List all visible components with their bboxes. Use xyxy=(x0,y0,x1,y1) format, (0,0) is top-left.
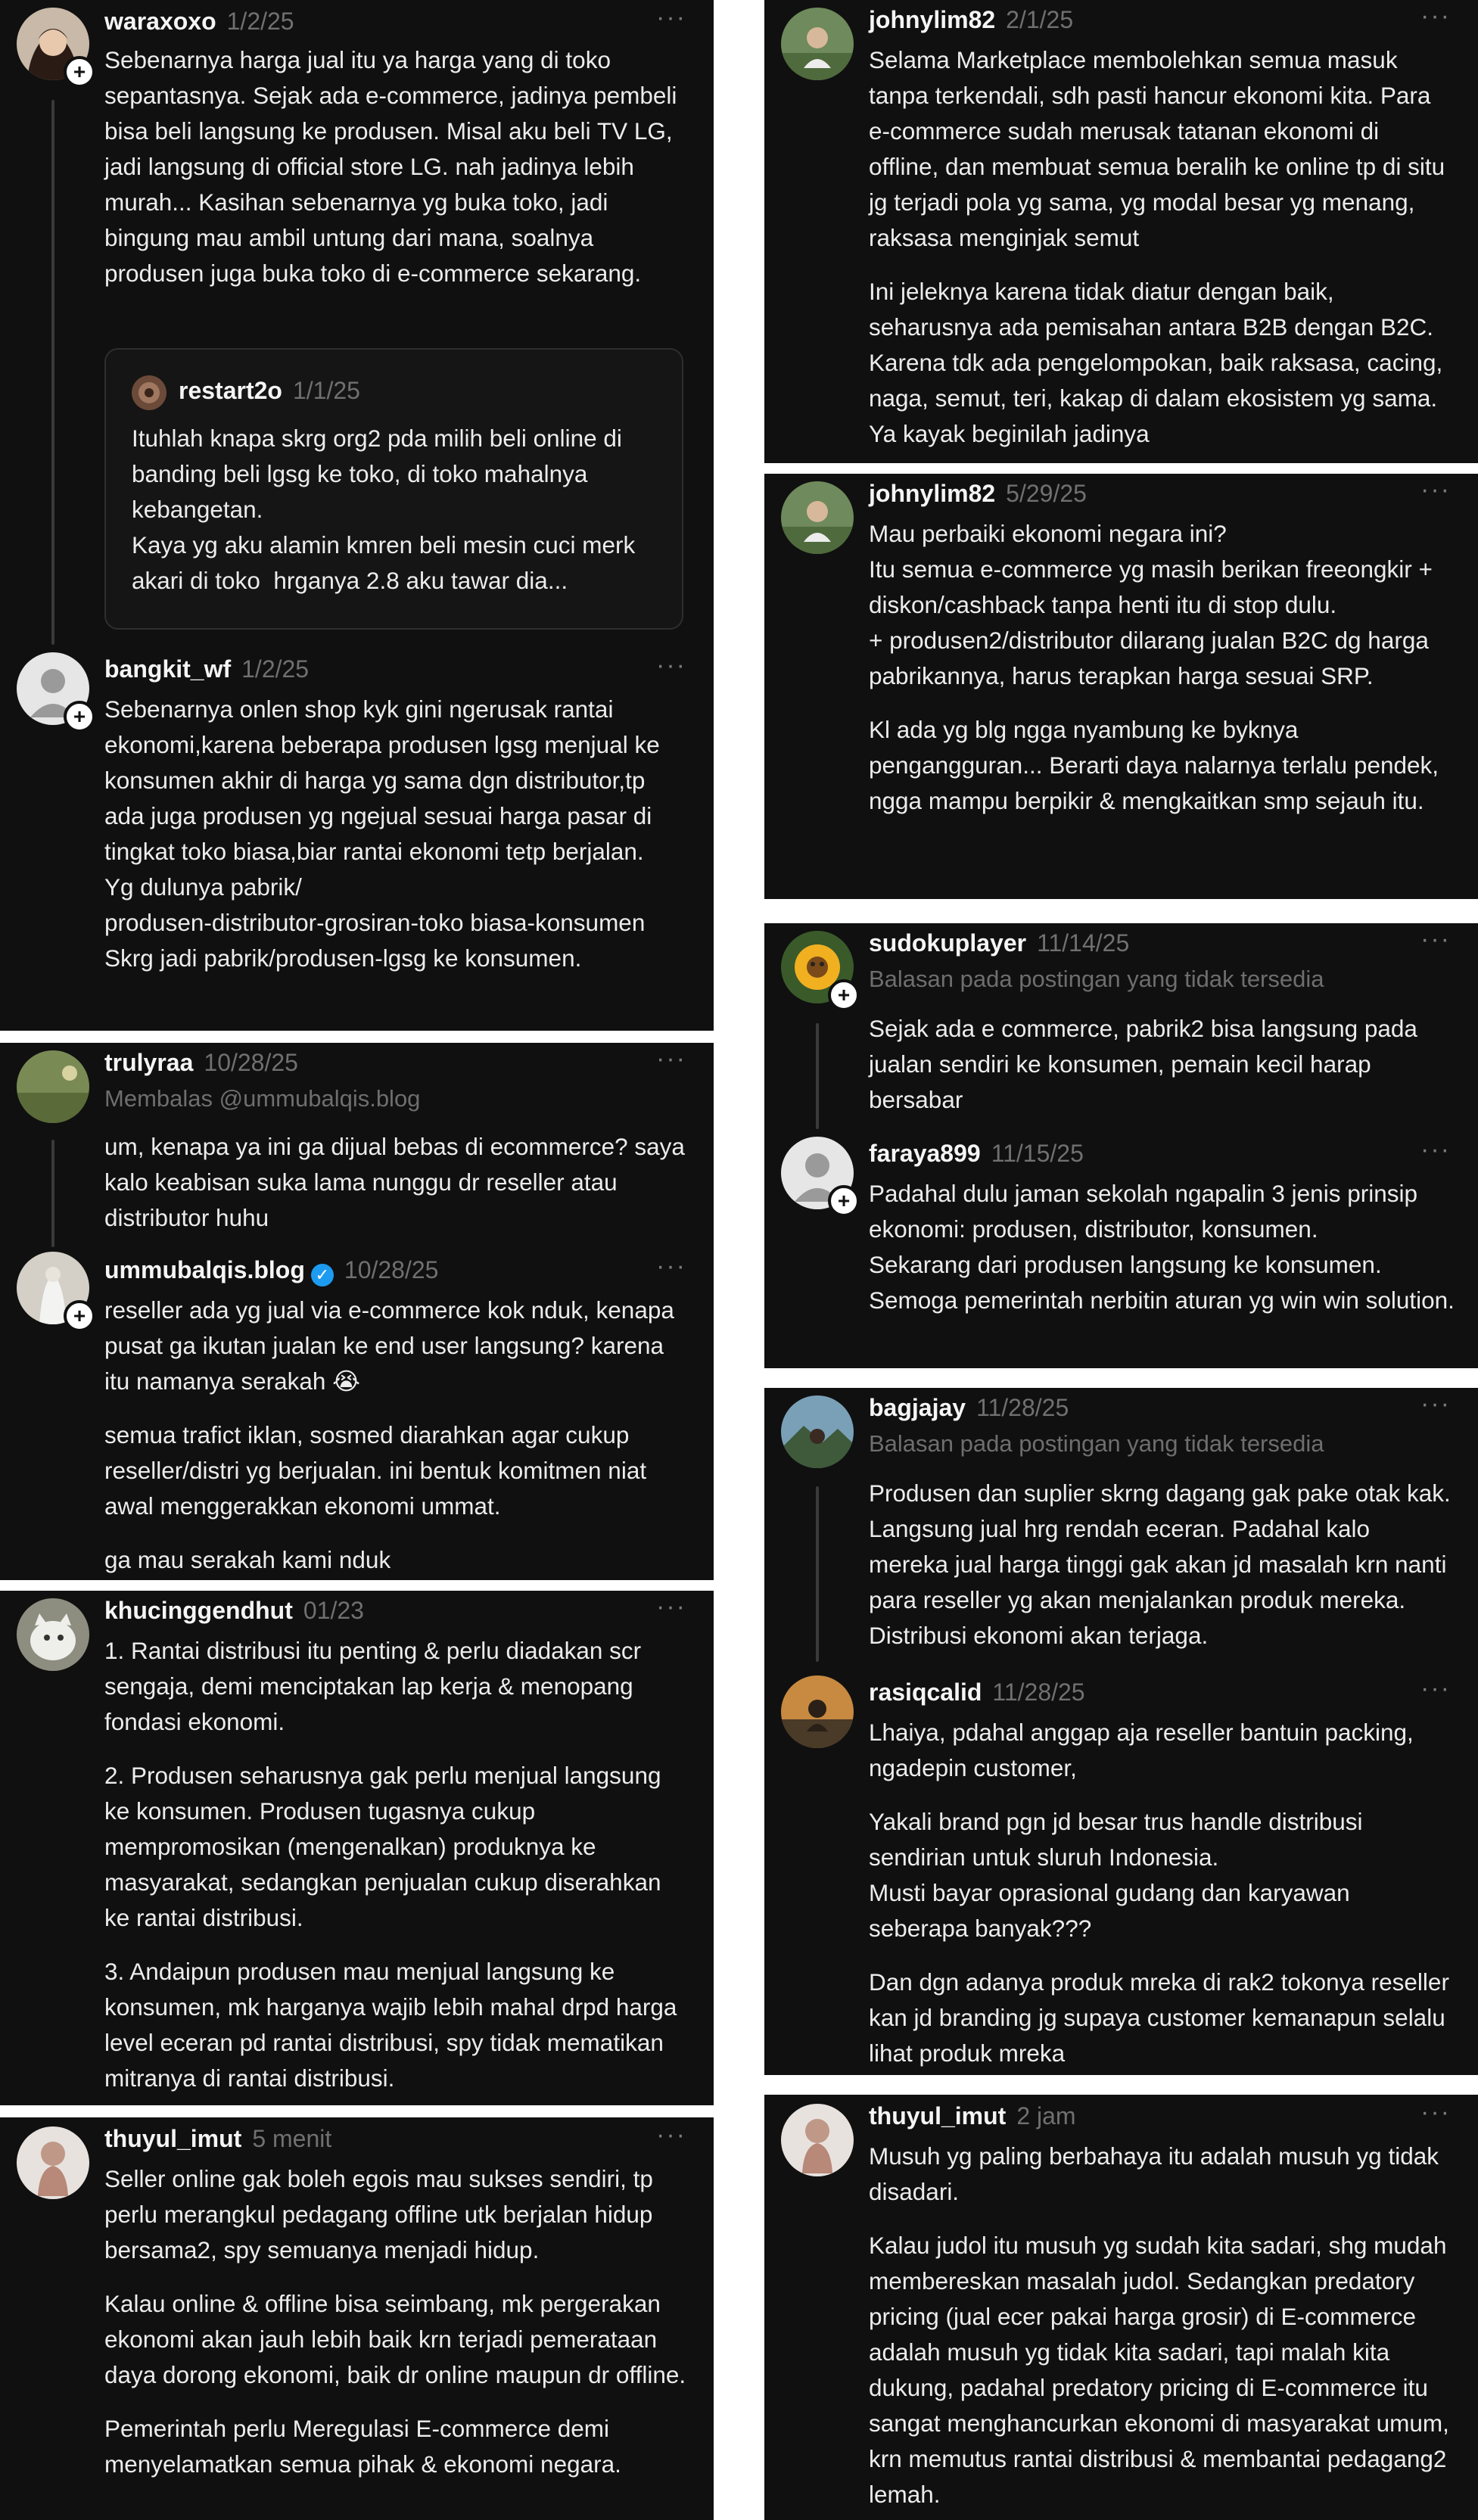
post-paragraph: Sebenarnya onlen shop kyk gini ngerusak rantai ekonomi,karena beberapa produsen lgsg menjual ke konsumen akhir di harga yg sama dgn distributor,tp ada juga produsen yg ngejual sesuai harga pasar di tingkat toko biasa,biar rantai ekonomi tetp berjalan. Yg dulunya pabrik/ produsen-distributor-grosiran-toko biasa-konsumen Skrg jadi pabrik/produsen-lgsg ke konsumen. xyxy=(104,695,660,972)
post-header xyxy=(869,925,1463,963)
post-paragraph: Musuh yg paling berbahaya itu adalah musuh yg tidak disadari. xyxy=(869,2142,1445,2205)
thread-post[interactable] xyxy=(0,652,714,1031)
thread-post[interactable] xyxy=(764,1137,1478,1368)
post-text xyxy=(104,2161,691,2482)
post-text xyxy=(869,516,1455,819)
more-options-icon[interactable]: ··· xyxy=(1420,925,1451,954)
thread-post[interactable] xyxy=(764,1675,1478,2075)
post-paragraph: 1. Rantai distribusi itu penting & perlu diadakan scr sengaja, demi menciptakan lap kerja & menopang fondasi ekonomi. xyxy=(104,1637,648,1735)
thread-card-7 xyxy=(764,923,1478,1368)
follow-plus-icon[interactable]: + xyxy=(64,1300,95,1332)
post-header xyxy=(869,2098,1463,2136)
quote-timestamp: 1/1/25 xyxy=(292,377,360,404)
more-options-icon[interactable]: ··· xyxy=(656,1252,686,1280)
more-options-icon[interactable]: ··· xyxy=(1420,2,1451,30)
post-text xyxy=(869,2139,1455,2512)
post-paragraph: reseller ada yg jual via e-commerce kok nduk, kenapa pusat ga ikutan jualan ke end user langsung? karena itu namanya serakah 😭 xyxy=(104,1296,681,1395)
avatar[interactable] xyxy=(781,481,854,554)
follow-plus-icon[interactable]: + xyxy=(64,701,95,733)
avatar[interactable] xyxy=(17,2126,89,2199)
username[interactable]: johnylim82 xyxy=(869,6,996,33)
post-paragraph: Lhaiya, pdahal anggap aja reseller bantuin packing, ngadepin customer, xyxy=(869,1719,1420,1781)
timestamp[interactable]: 2/1/25 xyxy=(1006,6,1074,33)
quote-text xyxy=(132,421,661,599)
post-text xyxy=(869,42,1455,452)
post-header xyxy=(104,1044,699,1082)
avatar[interactable] xyxy=(781,2104,854,2176)
more-options-icon[interactable]: ··· xyxy=(656,2120,686,2149)
thread-post[interactable] xyxy=(764,474,1478,899)
quoted-post[interactable] xyxy=(104,348,683,630)
username[interactable]: faraya899 xyxy=(869,1140,981,1167)
post-text xyxy=(869,1011,1455,1118)
timestamp[interactable]: 10/28/25 xyxy=(344,1256,439,1283)
more-options-icon[interactable]: ··· xyxy=(656,3,686,32)
thread-post[interactable] xyxy=(0,2117,714,2520)
post-header xyxy=(869,1674,1463,1712)
post-paragraph: 3. Andaipun produsen mau menjual langsung ke konsumen, mk harganya wajib lebih mahal drpd harga level eceran pd rantai distribusi, spy tidak mematikan mitranya di rantai distribusi. xyxy=(104,1958,684,2092)
reply-note[interactable]: Membalas @ummubalqis.blog xyxy=(104,1085,421,1112)
thread-card-6 xyxy=(764,474,1478,899)
thread-post[interactable] xyxy=(764,923,1478,1134)
avatar[interactable] xyxy=(781,8,854,80)
post-header xyxy=(104,2120,699,2158)
post-paragraph: semua trafict iklan, sosmed diarahkan agar cukup reseller/distri yg berjualan. ini bentuk komitmen niat awal menggerakkan ekonomi ummat. xyxy=(104,1421,653,1520)
more-options-icon[interactable]: ··· xyxy=(1420,475,1451,504)
thread-post[interactable] xyxy=(0,0,714,651)
timestamp[interactable]: 5/29/25 xyxy=(1006,480,1087,507)
thread-connector xyxy=(816,1023,819,1129)
thread-post[interactable] xyxy=(0,1043,714,1249)
quote-header xyxy=(179,377,360,405)
thread-connector xyxy=(51,100,54,645)
post-paragraph: um, kenapa ya ini ga dijual bebas di ecommerce? saya kalo keabisan suka lama nunggu dr reseller atau distributor huhu xyxy=(104,1133,692,1231)
more-options-icon[interactable]: ··· xyxy=(1420,1389,1451,1418)
timestamp[interactable]: 11/14/25 xyxy=(1037,929,1130,957)
timestamp[interactable]: 1/2/25 xyxy=(226,8,294,35)
post-text xyxy=(104,42,691,291)
post-paragraph: Yakali brand pgn jd besar trus handle distribusi sendirian untuk sluruh Indonesia. Musti bayar oprasional gudang dan karyawan seberapa banyak??? xyxy=(869,1808,1363,1942)
username[interactable]: bangkit_wf xyxy=(104,655,232,683)
more-options-icon[interactable]: ··· xyxy=(1420,1674,1451,1703)
thread-post[interactable] xyxy=(764,1388,1478,1668)
post-paragraph: Ini jeleknya karena tidak diatur dengan baik, seharusnya ada pemisahan antara B2B dengan B2C. Karena tdk ada pengelompokan, baik raksasa, cacing, naga, semut, teri, kakap di dalam ekosistem yg sama. Ya kayak beginilah jadinya xyxy=(869,278,1449,447)
more-options-icon[interactable]: ··· xyxy=(1420,2098,1451,2126)
post-paragraph: Seller online gak boleh egois mau sukses sendiri, tp perlu merangkul pedagang offline utk berjalan hidup bersama2, spy semuanya menjadi hidup. xyxy=(104,2165,660,2263)
follow-plus-icon[interactable]: + xyxy=(828,1185,860,1217)
post-paragraph: 2. Produsen seharusnya gak perlu menjual langsung ke konsumen. Produsen tugasnya cukup mempromosikan (mengenalkan) produknya ke masyarakat, sedangkan penjualan cukup diserahkan ke rantai distribusi. xyxy=(104,1762,668,1931)
timestamp[interactable]: 2 jam xyxy=(1016,2102,1076,2130)
post-header xyxy=(869,1135,1463,1173)
thread-card-2 xyxy=(0,1043,714,1580)
thread-post[interactable] xyxy=(0,1591,714,2105)
post-header xyxy=(869,475,1463,513)
post-paragraph: Sejak ada e commerce, pabrik2 bisa langsung pada jualan sendiri ke konsumen, pemain kecil harap bersabar xyxy=(869,1015,1424,1113)
timestamp[interactable]: 1/2/25 xyxy=(241,655,310,683)
post-paragraph: Kalau judol itu musuh yg sudah kita sadari, shg mudah membereskan masalah judol. Sedangkan predatory pricing (jual ecer pakai harga grosir) di E-commerce adalah musuh yg tidak kita sadari, tapi malah kita dukung, padahal predatory pricing di E-commerce itu sangat menghancurkan ekonomi di masyarakat umum, krn memutus rantai distribusi & membantai pedagang2 lemah. xyxy=(869,2232,1456,2508)
username[interactable]: ummubalqis.blog xyxy=(104,1256,305,1283)
post-paragraph: Selama Marketplace membolehkan semua masuk tanpa terkendali, sdh pasti hancur ekonomi kita. Para e-commerce sudah merusak tatanan ekonomi di offline, dan membuat semua beralih ke online tp di situ jg terjadi pola yg sama, yg modal besar yg menang, raksasa menginjak semut xyxy=(869,46,1452,251)
username[interactable]: bagjajay xyxy=(869,1394,966,1421)
avatar[interactable] xyxy=(17,1598,89,1671)
reply-note[interactable]: Balasan pada postingan yang tidak tersedia xyxy=(869,1430,1324,1457)
post-paragraph: Pemerintah perlu Meregulasi E-commerce demi menyelamatkan semua pihak & ekonomi negara. xyxy=(104,2415,621,2478)
quote-avatar xyxy=(132,375,166,410)
post-text xyxy=(104,1293,691,1578)
follow-plus-icon[interactable]: + xyxy=(828,979,860,1011)
avatar[interactable] xyxy=(781,1395,854,1468)
username[interactable]: trulyraa xyxy=(104,1049,194,1076)
thread-card-1 xyxy=(0,0,714,1031)
thread-card-8 xyxy=(764,1388,1478,2075)
post-paragraph: Mau perbaiki ekonomi negara ini? Itu semua e-commerce yg masih berikan freeongkir + diskon/cashback tanpa henti itu di stop dulu. + produsen2/distributor dilarang jualan B2C dg harga pabrikannya, harus terapkan harga sesuai SRP. xyxy=(869,520,1433,689)
thread-card-5 xyxy=(764,0,1478,463)
post-text xyxy=(104,692,691,976)
timestamp[interactable]: 10/28/25 xyxy=(204,1049,298,1076)
more-options-icon[interactable]: ··· xyxy=(656,1592,686,1621)
more-options-icon[interactable]: ··· xyxy=(656,651,686,680)
post-header xyxy=(104,3,699,41)
post-header xyxy=(104,1592,699,1630)
username[interactable]: waraxoxo xyxy=(104,8,216,35)
timestamp[interactable]: 11/15/25 xyxy=(991,1140,1084,1167)
post-paragraph: Dan dgn adanya produk mreka di rak2 tokonya reseller kan jd branding jg supaya customer kemanapun selalu lihat produk mreka xyxy=(869,1968,1456,2067)
thread-card-3 xyxy=(0,1591,714,2105)
more-options-icon[interactable]: ··· xyxy=(1420,1135,1451,1164)
post-header xyxy=(104,651,699,689)
thread-connector xyxy=(816,1486,819,1662)
username[interactable]: johnylim82 xyxy=(869,480,996,507)
timestamp[interactable]: 5 menit xyxy=(252,2125,332,2152)
timestamp[interactable]: 01/23 xyxy=(303,1597,364,1624)
post-header xyxy=(869,1389,1463,1427)
post-text xyxy=(869,1476,1458,1654)
thread-post[interactable] xyxy=(764,2095,1478,2520)
post-text xyxy=(104,1633,691,2096)
username[interactable]: khucinggendhut xyxy=(104,1597,293,1624)
post-text xyxy=(104,1129,691,1236)
quote-username[interactable]: restart2o xyxy=(179,377,282,404)
thread-post[interactable] xyxy=(0,1252,714,1580)
post-text xyxy=(869,1715,1455,2071)
follow-plus-icon[interactable]: + xyxy=(64,56,95,88)
more-options-icon[interactable]: ··· xyxy=(656,1044,686,1073)
post-header xyxy=(104,1252,699,1290)
avatar[interactable] xyxy=(17,1050,89,1123)
username[interactable]: thuyul_imut xyxy=(104,2125,242,2152)
timestamp[interactable]: 11/28/25 xyxy=(976,1394,1069,1421)
post-paragraph: Padahal dulu jaman sekolah ngapalin 3 jenis prinsip ekonomi: produsen, distributor, konsumen. Sekarang dari produsen langsung ke konsumen. Semoga pemerintah nerbitin aturan yg win win solution. xyxy=(869,1180,1455,1314)
post-paragraph: Sebenarnya harga jual itu ya harga yang di toko sepantasnya. Sejak ada e-commerce, jadinya pembeli bisa beli langsung ke produsen. Misal aku beli TV LG, jadi langsung di official store LG. nah jadinya lebih murah... Kasihan sebenarnya yg buka toko, jadi bingung mau ambil untung dari mana, soalnya produsen juga buka toko di e-commerce sekarang. xyxy=(104,46,684,287)
post-paragraph: Produsen dan suplier skrng dagang gak pake otak kak. Langsung jual hrg rendah eceran. Padahal kalo mereka jual harga tinggi gak akan jd masalah krn nanti para reseller yg akan menjalankan produk mereka. Distribusi ekonomi akan terjaga. xyxy=(869,1479,1458,1649)
timestamp[interactable]: 11/28/25 xyxy=(992,1678,1085,1706)
username[interactable]: sudokuplayer xyxy=(869,929,1027,957)
thread-post[interactable] xyxy=(764,0,1478,463)
reply-note[interactable]: Balasan pada postingan yang tidak tersedia xyxy=(869,966,1324,992)
post-paragraph: Kl ada yg blg ngga nyambung ke byknya pengangguran... Berarti daya nalarnya terlalu pendek, ngga mampu berpikir & mengkaitkan smp sejauh itu. xyxy=(869,716,1445,814)
post-paragraph: Kalau online & offline bisa seimbang, mk pergerakan ekonomi akan jauh lebih baik krn terjadi pemerataan daya dorong ekonomi, baik dr online maupun dr offline. xyxy=(104,2290,686,2388)
post-text xyxy=(869,1176,1455,1318)
thread-card-9 xyxy=(764,2095,1478,2520)
username[interactable]: rasiqcalid xyxy=(869,1678,982,1706)
verified-badge-icon: ✓ xyxy=(311,1264,334,1286)
quote-paragraph: Ituhlah knapa skrg org2 pda milih beli online di banding beli lgsg ke toko, di toko mahalnya kebangetan. Kaya yg aku alamin kmren beli mesin cuci merk akari di toko hrganya 2.8 aku tawar dia... xyxy=(132,425,636,594)
post-header xyxy=(869,2,1463,39)
thread-connector xyxy=(51,1140,54,1247)
post-paragraph: ga mau serakah kami nduk xyxy=(104,1546,391,1573)
avatar[interactable] xyxy=(781,1675,854,1748)
thread-card-4 xyxy=(0,2117,714,2520)
username[interactable]: thuyul_imut xyxy=(869,2102,1007,2130)
